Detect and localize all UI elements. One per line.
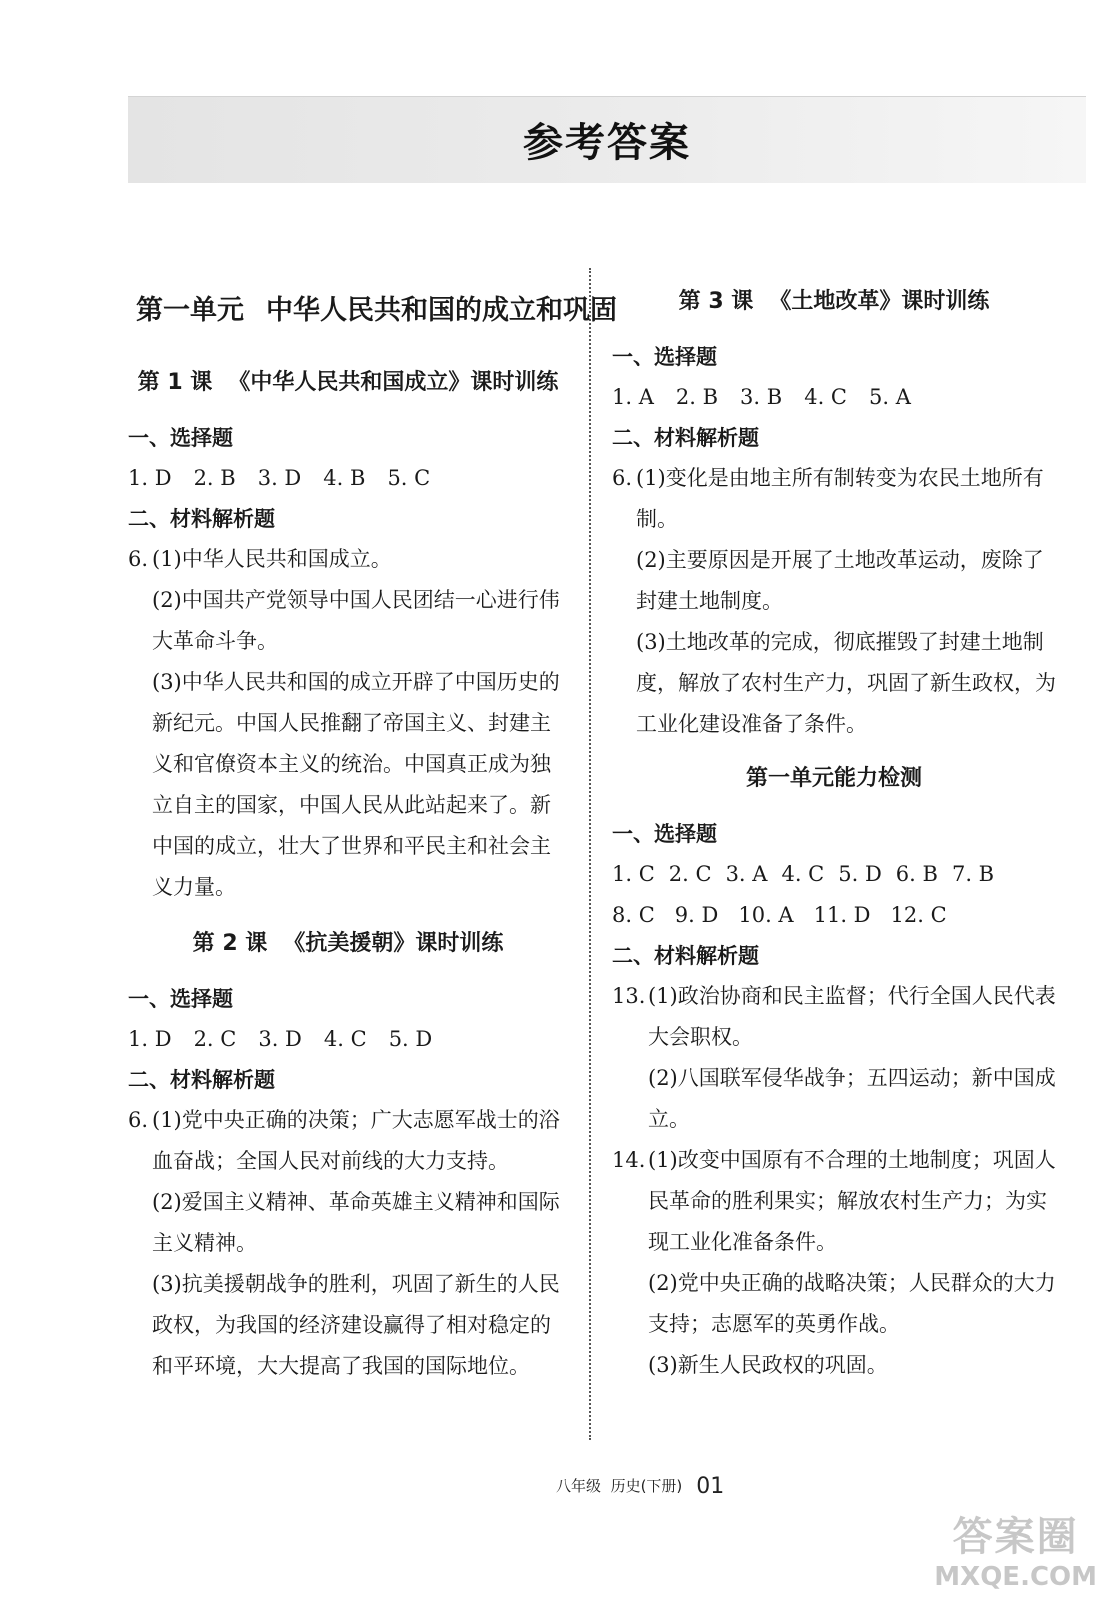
watermark-text: 答案圈 (952, 1514, 1079, 1560)
question-6: 6. (1)中华人民共和国成立。 (2)中国共产党领导中国人民团结一心进行伟大革命斗争。 (3)中华人民共和国的成立开辟了中国历史的新纪元。中国人民推翻了帝国主义、封建主义和官僚资本主义的统治。中国真正成为独立自主的国家，中国人民从此站起来了。新中国的成立，壮大了世界和平民主和社会主义力量。 (128, 547, 560, 899)
unit-test (612, 761, 1056, 1386)
section-heading: 一、选择题 (612, 822, 717, 846)
section-heading: 二、材料解析题 (128, 507, 275, 531)
section-heading: 二、材料解析题 (612, 944, 759, 968)
choice-answers: 8. C 9. D 10. A 11. D 12. C (612, 903, 947, 927)
lesson-title: 第一单元能力检测 (745, 766, 922, 791)
column-divider (589, 268, 591, 1440)
lesson-2 (128, 926, 568, 1387)
section-heading: 一、选择题 (128, 426, 233, 450)
lesson-title: 第 3 课 《土地改革》课时训练 (678, 289, 990, 314)
choice-answers: 1. D 2. B 3. D 4. B 5. C (128, 466, 431, 490)
page-footer: 八年级 历史(下册) 01 (556, 1474, 725, 1499)
question-13: 13. (1)政治协商和民主监督；代行全国人民代表大会职权。 (2)八国联军侵华战争；五四运动；新中国成立。 (612, 984, 1056, 1131)
choice-answers: 1. A 2. B 3. B 4. C 5. A (612, 385, 911, 409)
unit-title: 第一单元 中华人民共和国的成立和巩固 (136, 295, 617, 326)
question-6: 6. (1)变化是由地主所有制转变为农民土地所有制。 (2)主要原因是开展了土地改革运动，废除了封建土地制度。 (3)土地改革的完成，彻底摧毁了封建土地制度，解放了农村生产力，巩固了新生政权，为工业化建设准备了条件。 (612, 466, 1056, 736)
choice-answers: 1. C 2. C 3. A 4. C 5. D 6. B 7. B (612, 862, 995, 886)
right-column (612, 284, 1056, 1398)
lesson-1 (128, 365, 568, 908)
question-6: 6. (1)党中央正确的决策；广大志愿军战士的浴血奋战；全国人民对前线的大力支持。 (2)爱国主义精神、革命英雄主义精神和国际主义精神。 (3)抗美援朝战争的胜利，巩固了新生的人民政权，为我国的经济建设赢得了相对稳定的和平环境，大大提高了我国的国际地位。 (128, 1108, 560, 1378)
left-column (128, 270, 617, 1399)
section-heading: 一、选择题 (128, 987, 233, 1011)
section-heading: 二、材料解析题 (128, 1068, 275, 1092)
watermark-url: MXQE.COM (934, 1562, 1097, 1592)
choice-answers: 1. D 2. C 3. D 4. C 5. D (128, 1027, 433, 1051)
page-number: 01 (696, 1474, 725, 1499)
lesson-title: 第 2 课 《抗美援朝》课时训练 (192, 931, 504, 956)
section-heading: 一、选择题 (612, 345, 717, 369)
page-title: 参考答案 (523, 120, 691, 166)
section-heading: 二、材料解析题 (612, 426, 759, 450)
header-banner (128, 96, 1086, 183)
lesson-3 (612, 284, 1056, 745)
watermark-logo (934, 1505, 1097, 1592)
question-14: 14. (1)改变中国原有不合理的土地制度；巩固人民革命的胜利果实；解放农村生产力；为实现工业化准备条件。 (2)党中央正确的战略决策；人民群众的大力支持；志愿军的英勇作战。 (3)新生人民政权的巩固。 (612, 1148, 1056, 1377)
lesson-title: 第 1 课 《中华人民共和国成立》课时训练 (137, 370, 559, 395)
